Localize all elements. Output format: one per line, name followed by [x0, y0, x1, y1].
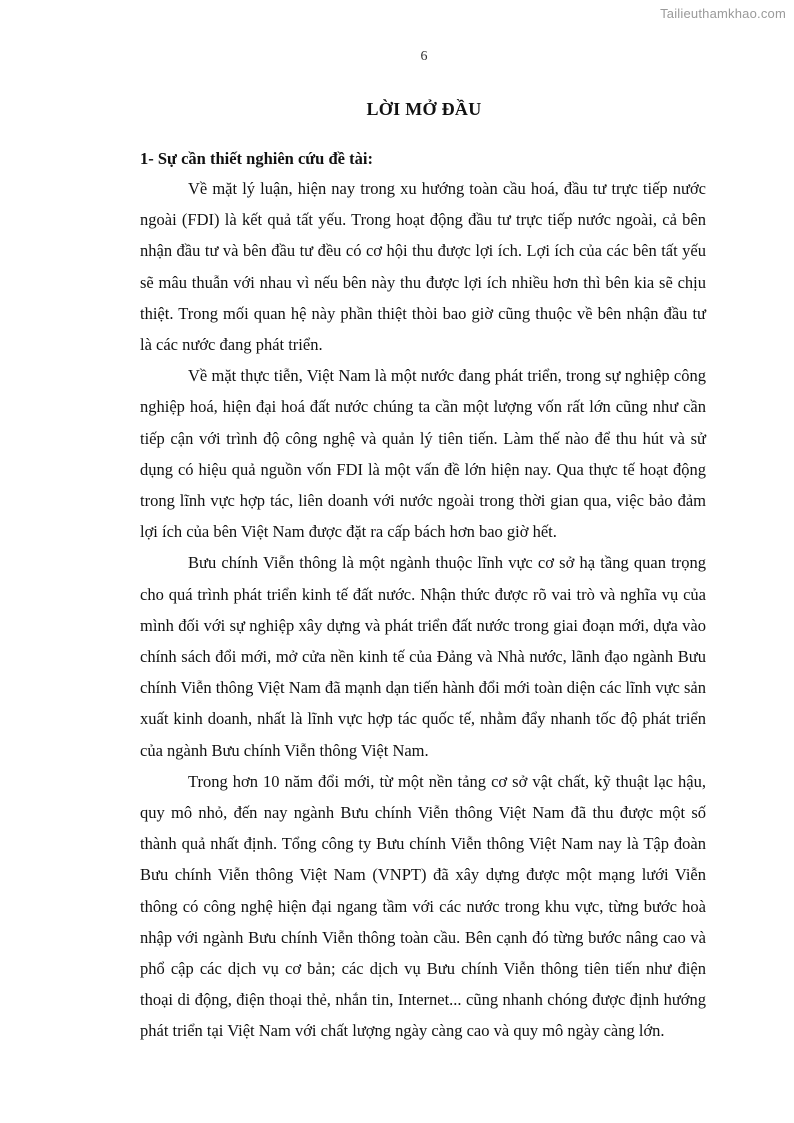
page-number: 6 [420, 49, 428, 64]
page-title: LỜI MỞ ĐẦU [366, 99, 482, 119]
paragraph-1: Về mặt lý luận, hiện nay trong xu hướng toàn cầu hoá, đầu tư trực tiếp nước ngoài (FDI) là kết quả tất yếu. Trong hoạt động đầu tư trực tiếp nước ngoài, cả bên nhận đầu tư và bên đầu tư đều có cơ hội thu được lợi ích. Lợi ích của các bên tất yếu sẽ mâu thuẫn với nhau vì nếu bên này thu được lợi ích nhiều hơn thì bên kia sẽ chịu thiệt. Trong mối quan hệ này phần thiệt thòi bao giờ cũng thuộc về bên nhận đầu tư là các nước đang phát triển. [140, 179, 706, 355]
paragraph-2: Về mặt thực tiễn, Việt Nam là một nước đang phát triển, trong sự nghiệp công nghiệp hoá, hiện đại hoá đất nước chúng ta cần một lượng vốn rất lớn cũng như cần tiếp cận với trình độ công nghệ và quản lý tiên tiến. Làm thế nào để thu hút và sử dụng có hiệu quả nguồn vốn FDI là một vấn đề lớn hiện nay. Qua thực tế hoạt động trong lĩnh vực hợp tác, liên doanh với nước ngoài trong thời gian qua, việc bảo đảm lợi ích của bên Việt Nam được đặt ra cấp bách hơn bao giờ hết. [140, 366, 706, 542]
paragraph-3: Bưu chính Viễn thông là một ngành thuộc lĩnh vực cơ sở hạ tầng quan trọng cho quá trình phát triển kinh tế đất nước. Nhận thức được rõ vai trò và nghĩa vụ của mình đối với sự nghiệp xây dựng và phát triển đất nước trong giai đoạn mới, dựa vào chính sách đổi mới, mở cửa nền kinh tế của Đảng và Nhà nước, lãnh đạo ngành Bưu chính Viễn thông Việt Nam đã mạnh dạn tiến hành đổi mới toàn diện các lĩnh vực sản xuất kinh doanh, nhất là lĩnh vực hợp tác quốc tế, nhằm đẩy nhanh tốc độ phát triển của ngành Bưu chính Viễn thông Việt Nam. [140, 553, 706, 760]
section-heading: 1- Sự cần thiết nghiên cứu đề tài: [140, 149, 373, 168]
watermark: Tailieuthamkhao.com [660, 6, 786, 21]
body-text [140, 173, 706, 1047]
paragraph-4: Trong hơn 10 năm đổi mới, từ một nền tảng cơ sở vật chất, kỹ thuật lạc hậu, quy mô nhỏ, đến nay ngành Bưu chính Viễn thông Việt Nam đã thu được một số thành quả nhất định. Tổng công ty Bưu chính Viễn thông Việt Nam nay là Tập đoàn Bưu chính Viễn thông Việt Nam (VNPT) đã xây dựng được một mạng lưới Viễn thông có công nghệ hiện đại ngang tầm với các nước trong khu vực, từng bước hoà nhập với ngành Bưu chính Viễn thông toàn cầu. Bên cạnh đó từng bước nâng cao và phổ cập các dịch vụ cơ bản; các dịch vụ Bưu chính Viễn thông tiên tiến như điện thoại di động, điện thoại thẻ, nhắn tin, Internet... cũng nhanh chóng được định hướng phát triển tại Việt Nam với chất lượng ngày càng cao và quy mô ngày càng lớn. [140, 771, 706, 1041]
